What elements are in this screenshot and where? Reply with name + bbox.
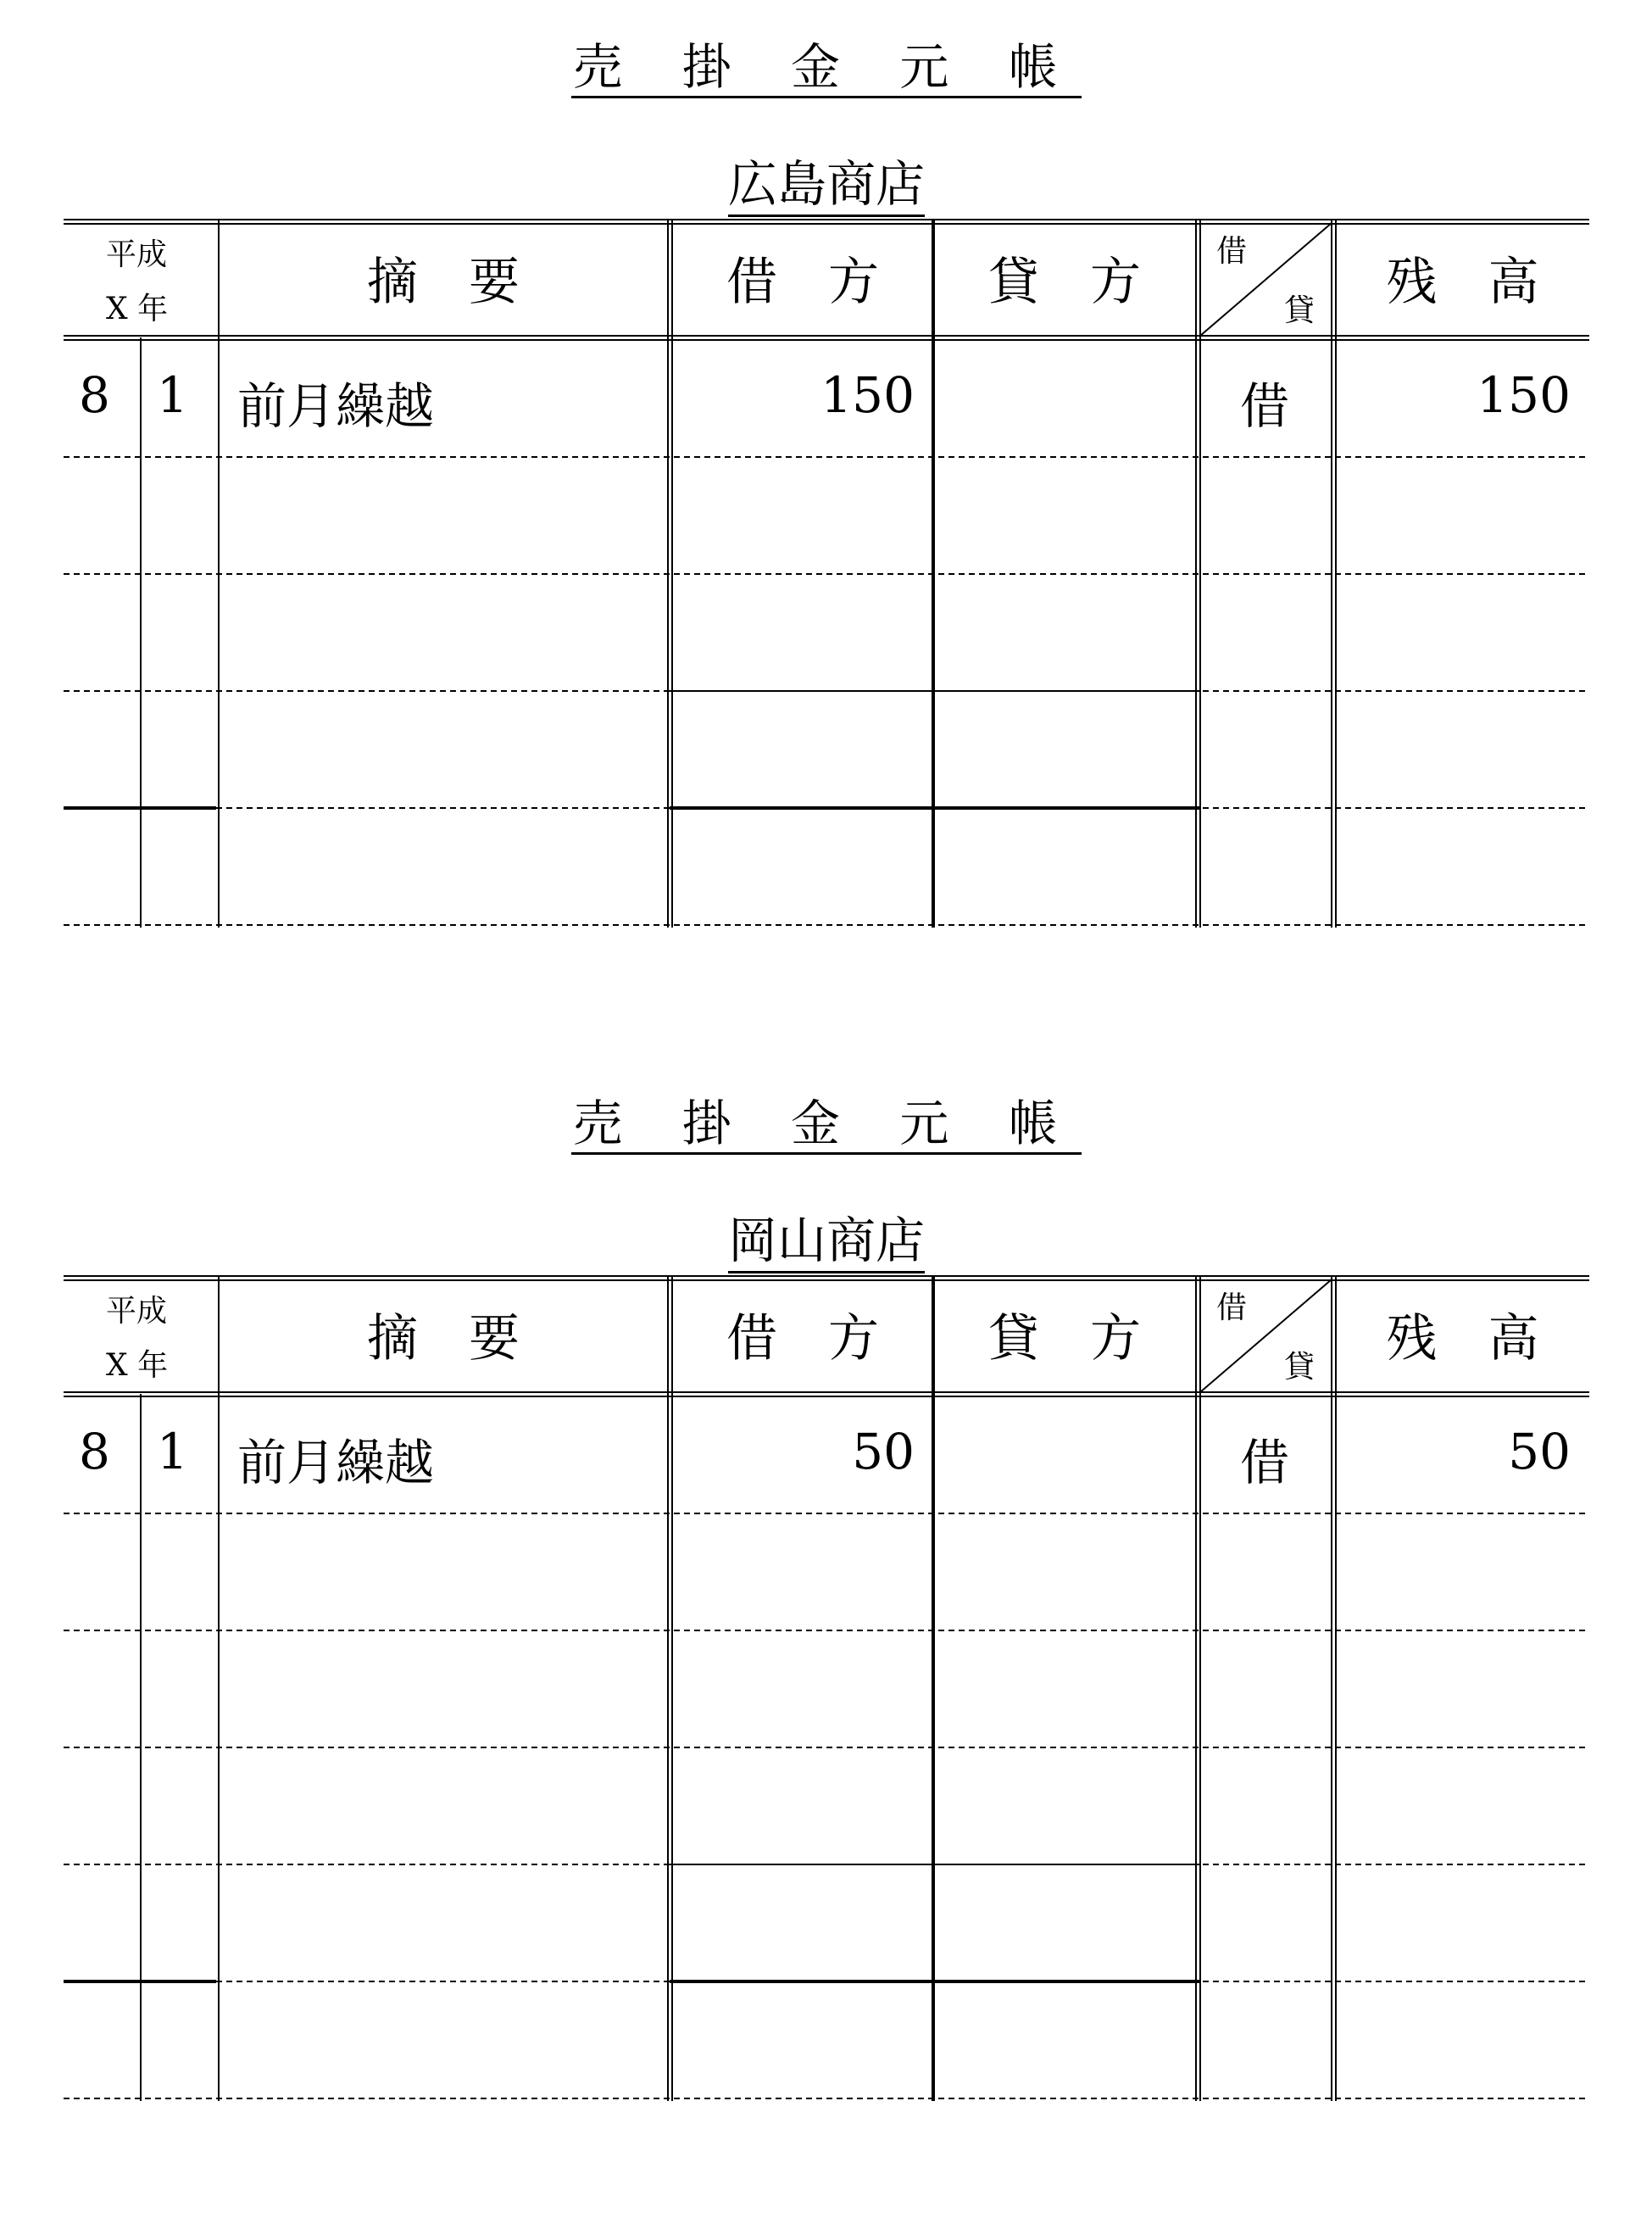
row-description: 前月繰越	[237, 377, 435, 435]
row-day: 1	[157, 366, 188, 424]
row-dc: 借	[1240, 377, 1290, 435]
ledger-title-text: 売 掛 金 元 帳	[571, 38, 1082, 98]
header-era: 平成	[106, 1294, 168, 1329]
header-description: 摘 要	[367, 1309, 520, 1368]
ledger-okayama	[64, 1087, 1589, 2196]
header-credit: 貸 方	[988, 253, 1141, 312]
row-balance: 50	[1508, 1423, 1571, 1480]
header-debit: 借 方	[726, 253, 879, 312]
account-name	[64, 1194, 1589, 1275]
header-dc-credit: 貸	[1284, 1350, 1315, 1385]
account-name-text: 岡山商店	[728, 1212, 925, 1273]
header-debit: 借 方	[726, 1309, 879, 1368]
account-name-text: 広島商店	[728, 155, 925, 217]
row-month: 8	[79, 366, 110, 424]
ledger-title	[64, 31, 1589, 103]
ledger-table	[64, 1275, 1589, 2196]
ledger-title	[64, 1087, 1589, 1160]
row-debit: 150	[820, 366, 915, 424]
ledger-table	[64, 219, 1589, 928]
row-dc: 借	[1240, 1434, 1290, 1491]
header-dc-credit: 貸	[1284, 293, 1315, 328]
header-balance: 残 高	[1386, 253, 1539, 312]
header-description: 摘 要	[367, 253, 520, 312]
header-year: X 年	[106, 1348, 169, 1383]
header-credit: 貸 方	[988, 1309, 1141, 1368]
ledger-grid-lines	[64, 1275, 1589, 2196]
account-name	[64, 137, 1589, 219]
row-day: 1	[157, 1423, 188, 1480]
header-year: X 年	[106, 292, 169, 326]
row-debit: 50	[852, 1423, 915, 1480]
header-balance: 残 高	[1386, 1309, 1539, 1368]
ledger-hiroshima	[64, 31, 1589, 928]
row-balance: 150	[1477, 366, 1571, 424]
header-dc-debit: 借	[1216, 1290, 1248, 1325]
ledger-title-text: 売 掛 金 元 帳	[571, 1095, 1082, 1155]
header-dc-debit: 借	[1216, 234, 1248, 269]
header-era: 平成	[106, 237, 168, 272]
row-month: 8	[79, 1423, 110, 1480]
row-description: 前月繰越	[237, 1434, 435, 1491]
